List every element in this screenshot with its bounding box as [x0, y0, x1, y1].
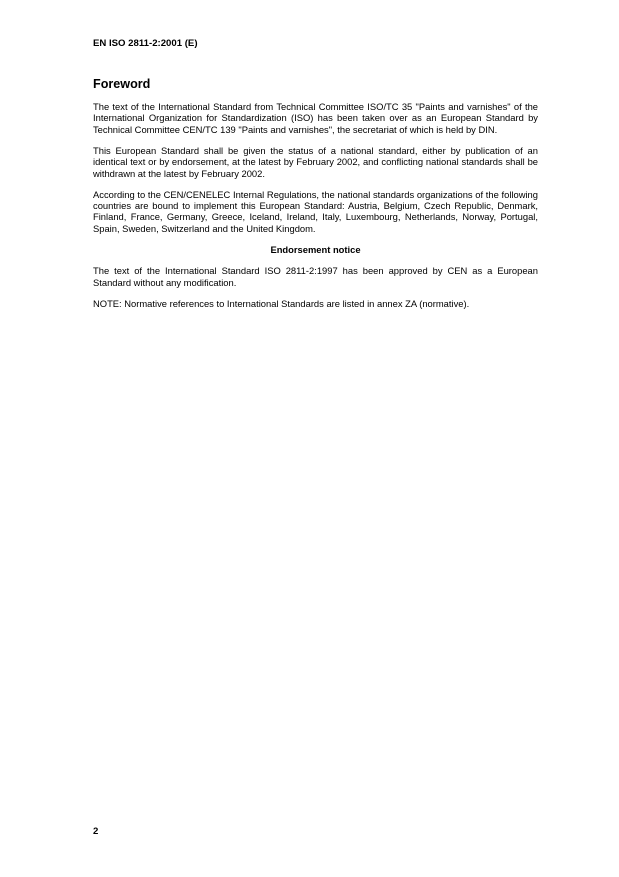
normative-references-note: NOTE: Normative references to International Standards are listed in annex ZA (normative). — [93, 297, 470, 309]
page-number: 2 — [93, 826, 99, 837]
foreword-paragraph-2: This European Standard shall be given the status of a national standard, either by publication of an identical text or by endorsement, at the latest by February 2002, and conflicting national standards shall be withdrawn at the latest by February 2002. — [93, 144, 538, 179]
document-id-header: EN ISO 2811-2:2001 (E) — [93, 38, 198, 49]
foreword-paragraph-3: According to the CEN/CENELEC Internal Regulations, the national standards organizations of the following countries are bound to implement this European Standard: Austria, Belgium, Czech Republic, Denmark, Finland, France, Germany, Greece, Iceland, Ireland, Italy, Luxembourg, Netherlands, Norway, Portugal, Spain, Sweden, Switzerland and the United Kingdom. — [93, 188, 538, 234]
endorsement-notice-text: The text of the International Standard ISO 2811-2:1997 has been approved by CEN as a European Standard without any modification. — [93, 265, 538, 288]
foreword-heading: Foreword — [93, 77, 151, 91]
endorsement-notice-heading: Endorsement notice — [270, 243, 361, 255]
page-content — [93, 77, 538, 319]
foreword-paragraph-1: The text of the International Standard from Technical Committee ISO/TC 35 "Paints and varnishes" of the International Organization for Standardization (ISO) has been taken over as an European Standard by Technical Committee CEN/TC 139 "Paints and varnishes", the secretariat of which is held by DIN. — [93, 101, 538, 135]
